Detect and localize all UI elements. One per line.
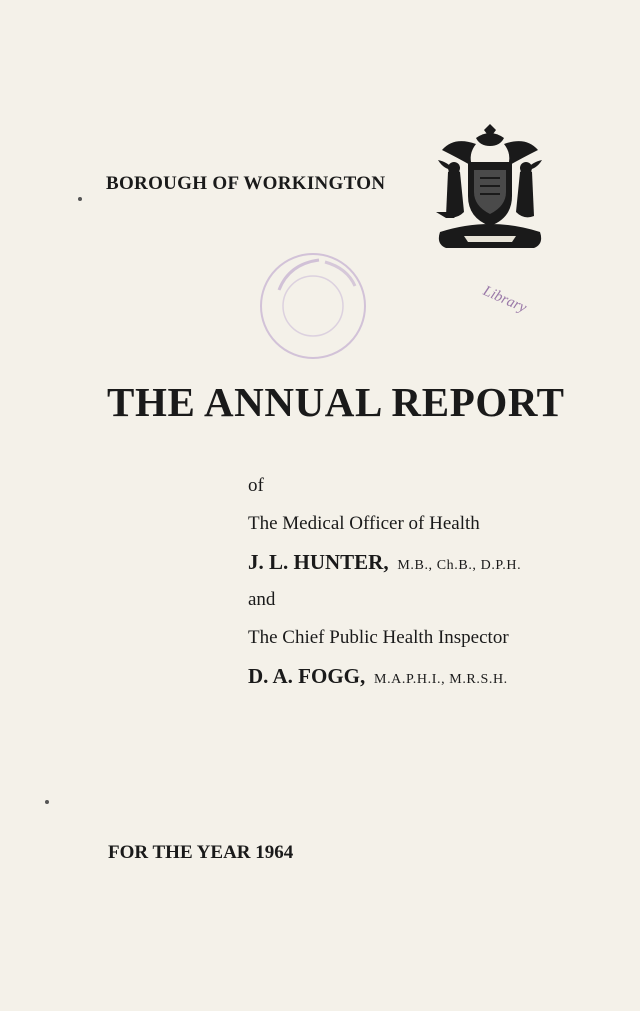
coat-of-arms-icon (434, 120, 546, 252)
officer-qualifications: M.B., Ch.B., D.P.H. (397, 558, 522, 573)
of-text: of (248, 475, 264, 496)
borough-heading: BOROUGH OF WORKINGTON (106, 173, 386, 194)
inspector-qualifications: M.A.P.H.I., M.R.S.H. (374, 672, 508, 687)
report-title: THE ANNUAL REPORT (107, 379, 565, 425)
officer-role: The Medical Officer of Health (248, 513, 480, 534)
report-authors-block (248, 472, 608, 700)
paper-speck (78, 197, 82, 201)
report-year: FOR THE YEAR 1964 (108, 842, 294, 863)
and-text: and (248, 589, 276, 610)
inspector-name: D. A. FOGG, (248, 664, 366, 688)
officer-name: J. L. HUNTER, (248, 550, 389, 574)
library-mark: Library (480, 283, 529, 317)
paper-speck (45, 800, 49, 804)
inspector-line (248, 662, 608, 700)
inspector-role: The Chief Public Health Inspector (248, 627, 509, 648)
ministry-of-health-stamp-icon (255, 250, 371, 362)
officer-line (248, 548, 608, 586)
